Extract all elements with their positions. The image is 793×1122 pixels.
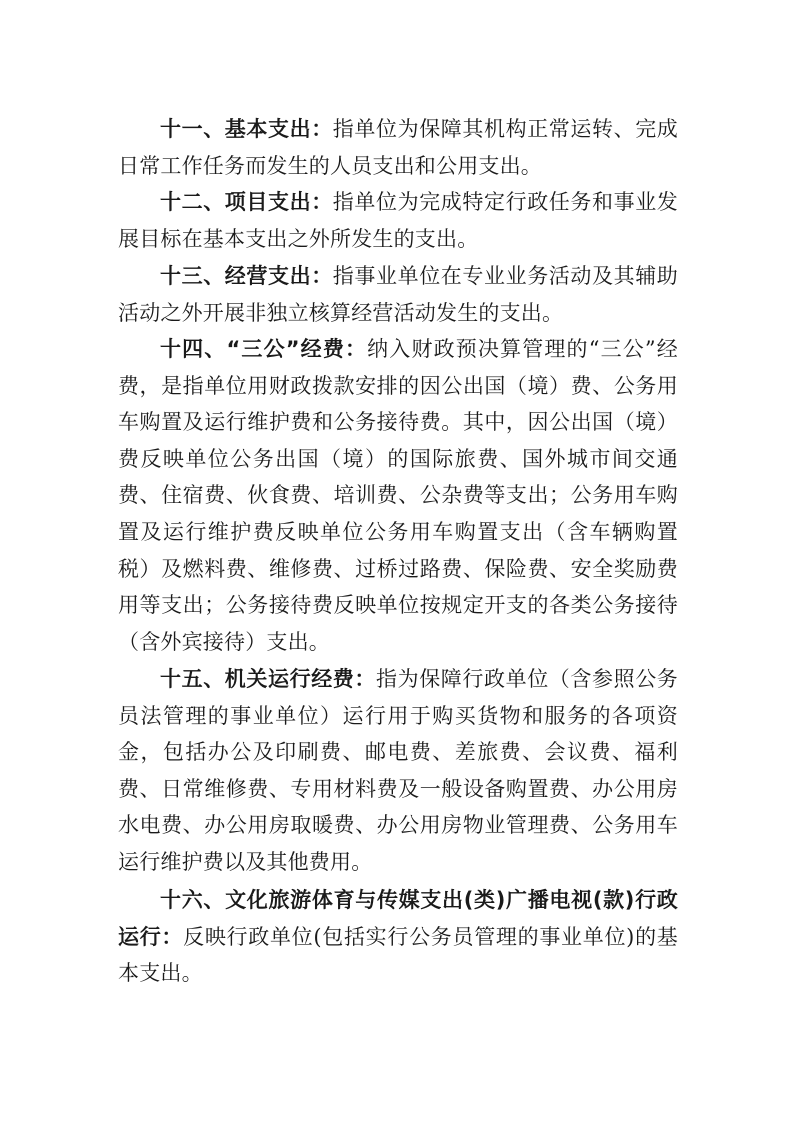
term-definition: 指为保障行政单位（含参照公务员法管理的事业单位）运行用于购买货物和服务的各项资金，包括办公及印刷费、邮电费、差旅费、会议费、福利费、日常维修费、专用材料费及一般设备购置费、办公用房水电费、办公用房取暖费、办公用房物业管理费、公务用车运行维护费以及其他费用。: [118, 667, 678, 874]
term-definition: 指事业单位在专业业务活动及其辅助活动之外开展非独立核算经营活动发生的支出。: [118, 264, 678, 325]
term-heading: 十二、项目支出：: [160, 190, 333, 214]
paragraph-broadcast-admin-operation: [118, 882, 678, 992]
term-heading: 十三、经营支出：: [160, 264, 333, 288]
term-definition: 反映行政单位(包括实行公务员管理的事业单位)的基本支出。: [118, 924, 678, 986]
term-heading: 十五、机关运行经费：: [160, 667, 376, 691]
paragraph-basic-expenditure: [118, 111, 678, 184]
term-heading: 十六、文化旅游体育与传媒支出(类)广播电视(款)行政运行：: [118, 888, 678, 949]
paragraph-operating-expenditure: [118, 258, 678, 331]
term-definition: 纳入财政预决算管理的“三公”经费，是指单位用财政拨款安排的因公出国（境）费、公务用车购置及运行维护费和公务接待费。其中，因公出国（境）费反映单位公务出国（境）的国际旅费、国外城市间交通费、住宿费、伙食费、培训费、公杂费等支出；公务用车购置及运行维护费反映单位公务用车购置支出（含车辆购置税）及燃料费、维修费、过桥过路费、保险费、安全奖励费用等支出；公务接待费反映单位按规定开支的各类公务接待（含外宾接待）支出。: [118, 337, 678, 654]
paragraph-project-expenditure: [118, 184, 678, 257]
term-heading: 十一、基本支出：: [160, 117, 333, 141]
term-heading: 十四、“三公”经费：: [160, 337, 368, 361]
paragraph-three-public-expenses: [118, 331, 678, 660]
term-definition: 指单位为保障其机构正常运转、完成日常工作任务而发生的人员支出和公用支出。: [118, 117, 678, 178]
paragraph-agency-operating-funds: [118, 661, 678, 881]
term-definition: 指单位为完成特定行政任务和事业发展目标在基本支出之外所发生的支出。: [118, 190, 678, 251]
